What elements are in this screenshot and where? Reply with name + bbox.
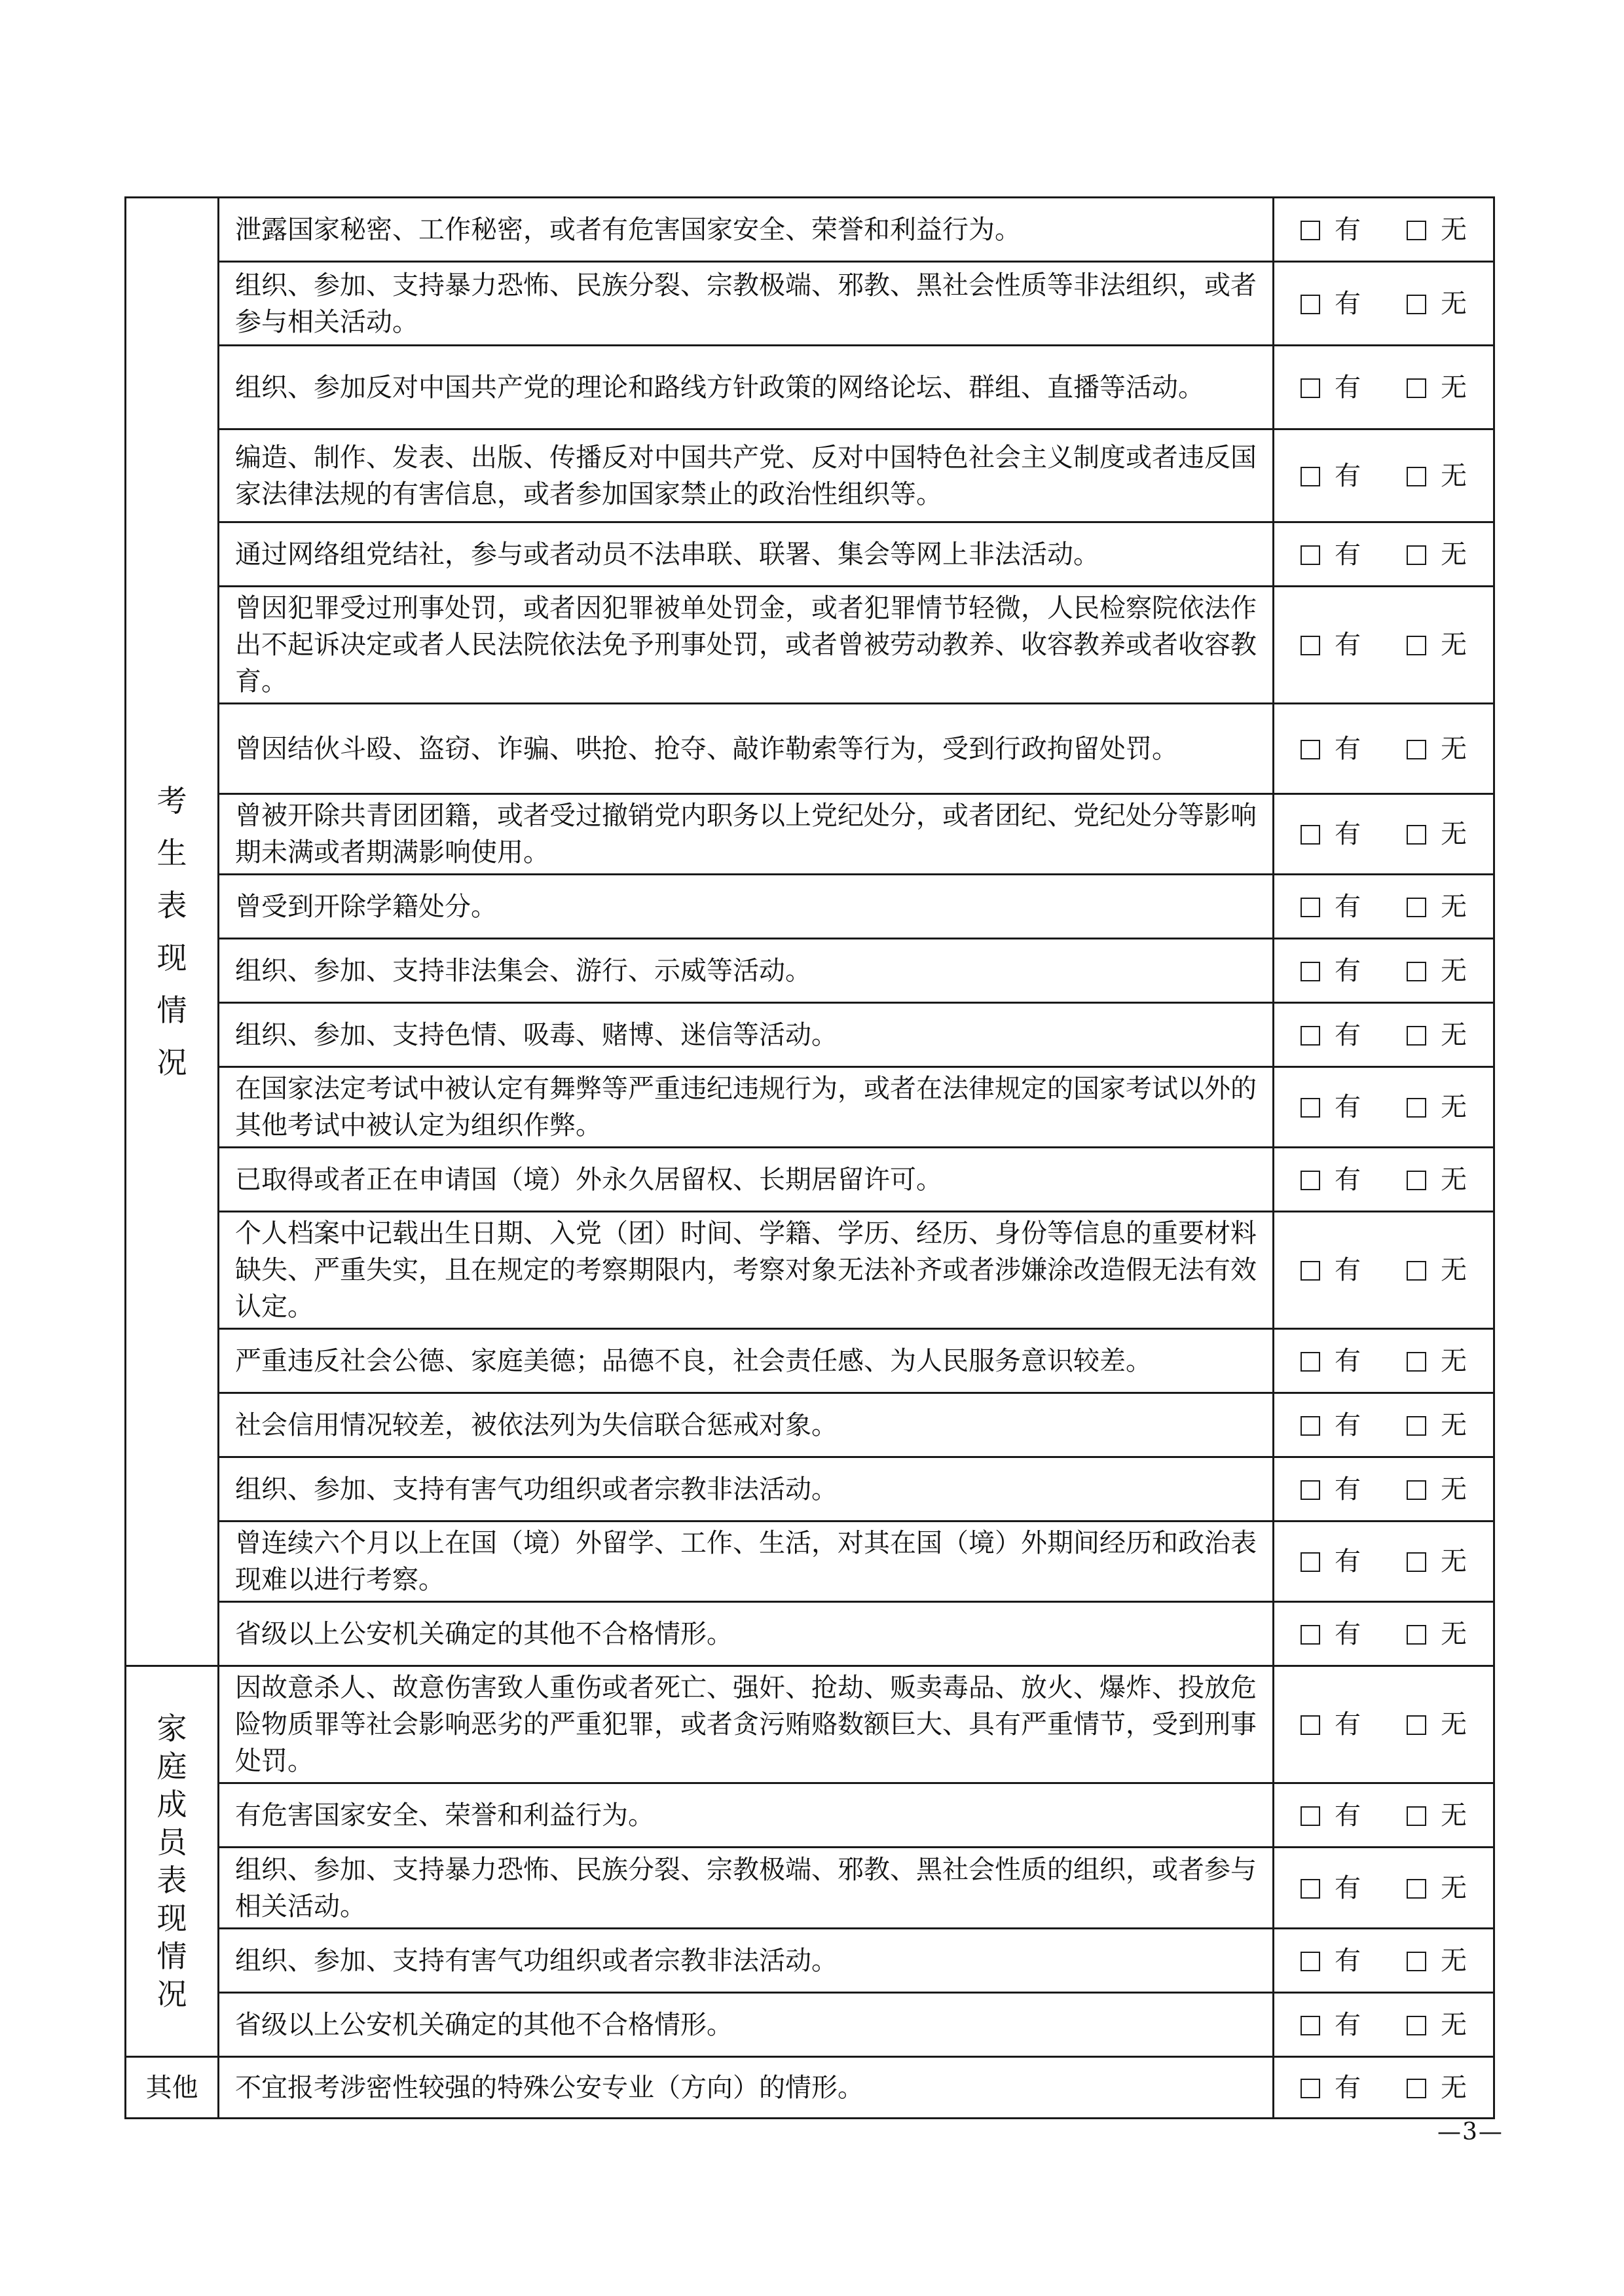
- criterion-text: 个人档案中记载出生日期、入党（团）时间、学籍、学历、经历、身份等信息的重要材料缺失、严重失实，且在规定的考察期限内，考察对象无法补齐或者涉嫌涂改造假无法有效认定。: [219, 1212, 1274, 1329]
- option-no: [1407, 536, 1467, 573]
- option-yes-checkbox[interactable]: [1301, 1026, 1320, 1046]
- option-yes-checkbox[interactable]: [1301, 1098, 1320, 1118]
- table-row: [126, 198, 1494, 262]
- option-yes: [1301, 1252, 1361, 1288]
- option-no-checkbox[interactable]: [1407, 825, 1426, 845]
- option-no-label: 无: [1441, 891, 1467, 922]
- option-no-label: 无: [1441, 733, 1467, 764]
- option-yes-label: 有: [1335, 1019, 1361, 1050]
- option-no-label: 无: [1441, 2009, 1467, 2040]
- option-no: [1407, 731, 1467, 767]
- option-no-checkbox[interactable]: [1407, 1171, 1426, 1190]
- option-no-checkbox[interactable]: [1407, 898, 1426, 917]
- criterion-text: 曾连续六个月以上在国（境）外留学、工作、生活，对其在国（境）外期间经历和政治表现难以进行考察。: [219, 1522, 1274, 1602]
- section-label-char: 家: [157, 1711, 187, 1746]
- option-yes-label: 有: [1335, 1092, 1361, 1122]
- answer-options: [1274, 1067, 1494, 1148]
- option-no-label: 无: [1441, 372, 1467, 403]
- criterion-text: 严重违反社会公德、家庭美德；品德不良，社会责任感、为人民服务意识较差。: [219, 1329, 1274, 1393]
- criterion-text: 组织、参加反对中国共产党的理论和路线方针政策的网络论坛、群组、直播等活动。: [219, 346, 1274, 429]
- page-number: —3—: [1437, 2119, 1504, 2145]
- option-no-label: 无: [1441, 955, 1467, 986]
- option-no-checkbox[interactable]: [1407, 1625, 1426, 1645]
- option-no-checkbox[interactable]: [1407, 1480, 1426, 1500]
- option-yes-label: 有: [1335, 891, 1361, 922]
- table-row: [126, 704, 1494, 794]
- option-no-label: 无: [1441, 1945, 1467, 1976]
- option-no: [1407, 458, 1467, 494]
- option-no-label: 无: [1441, 1872, 1467, 1903]
- option-no: [1407, 816, 1467, 852]
- answer-options: [1274, 522, 1494, 587]
- option-yes: [1301, 816, 1361, 852]
- option-no-label: 无: [1441, 1092, 1467, 1122]
- option-yes: [1301, 1161, 1361, 1198]
- option-yes-checkbox[interactable]: [1301, 825, 1320, 845]
- option-no-checkbox[interactable]: [1407, 740, 1426, 759]
- answer-options: [1274, 1003, 1494, 1067]
- option-no-label: 无: [1441, 214, 1467, 245]
- option-yes-checkbox[interactable]: [1301, 1261, 1320, 1281]
- option-yes-checkbox[interactable]: [1301, 221, 1320, 240]
- section-label: [126, 1666, 219, 2057]
- option-no: [1407, 2007, 1467, 2043]
- option-no-checkbox[interactable]: [1407, 962, 1426, 981]
- table-row: [126, 939, 1494, 1003]
- section-label-char: 情: [157, 993, 187, 1028]
- answer-options: [1274, 429, 1494, 522]
- section-label-char: 现: [157, 940, 187, 975]
- option-no: [1407, 285, 1467, 322]
- option-no: [1407, 1343, 1467, 1379]
- option-no-label: 无: [1441, 1345, 1467, 1376]
- option-no-label: 无: [1441, 539, 1467, 570]
- criterion-text: 省级以上公安机关确定的其他不合格情形。: [219, 1602, 1274, 1666]
- option-no: [1407, 1471, 1467, 1508]
- section-label-char: 况: [157, 1977, 187, 2012]
- table-row: [126, 1212, 1494, 1329]
- answer-options: [1274, 939, 1494, 1003]
- option-yes-label: 有: [1335, 1164, 1361, 1195]
- option-yes-checkbox[interactable]: [1301, 545, 1320, 565]
- option-no-checkbox[interactable]: [1407, 636, 1426, 655]
- section-label-char: 生: [157, 835, 187, 871]
- option-no-label: 无: [1441, 630, 1467, 660]
- option-no: [1407, 627, 1467, 663]
- option-yes: [1301, 1471, 1361, 1508]
- answer-options: [1274, 704, 1494, 794]
- option-yes-label: 有: [1335, 288, 1361, 319]
- section-label-char: 表: [157, 1863, 187, 1898]
- option-yes-label: 有: [1335, 1474, 1361, 1504]
- answer-options: [1274, 1602, 1494, 1666]
- answer-options: [1274, 198, 1494, 262]
- option-yes: [1301, 627, 1361, 663]
- option-yes-label: 有: [1335, 1709, 1361, 1740]
- option-yes-checkbox[interactable]: [1301, 1480, 1320, 1500]
- section-label-char: 成: [157, 1787, 187, 1822]
- answer-options: [1274, 262, 1494, 346]
- option-no-checkbox[interactable]: [1407, 1352, 1426, 1372]
- option-yes: [1301, 1543, 1361, 1580]
- criterion-text: 曾因结伙斗殴、盗窃、诈骗、哄抢、抢夺、敲诈勒索等行为，受到行政拘留处罚。: [219, 704, 1274, 794]
- table-row: [126, 429, 1494, 522]
- option-yes-label: 有: [1335, 733, 1361, 764]
- section-label-char: 庭: [157, 1749, 187, 1784]
- option-yes: [1301, 1706, 1361, 1743]
- option-yes-label: 有: [1335, 630, 1361, 660]
- option-yes: [1301, 285, 1361, 322]
- criterion-text: 已取得或者正在申请国（境）外永久居留权、长期居留许可。: [219, 1148, 1274, 1212]
- review-form-body: [126, 198, 1494, 2119]
- review-form-table: [124, 196, 1495, 2119]
- option-yes: [1301, 211, 1361, 248]
- option-yes: [1301, 888, 1361, 925]
- option-yes-checkbox[interactable]: [1301, 1171, 1320, 1190]
- answer-options: [1274, 2057, 1494, 2119]
- table-row: [126, 1003, 1494, 1067]
- option-no: [1407, 1017, 1467, 1053]
- answer-options: [1274, 1666, 1494, 1783]
- answer-options: [1274, 1929, 1494, 1993]
- option-yes: [1301, 2069, 1361, 2106]
- option-no-checkbox[interactable]: [1407, 1026, 1426, 1046]
- criterion-text: 组织、参加、支持暴力恐怖、民族分裂、宗教极端、邪教、黑社会性质的组织，或者参与相关活动。: [219, 1848, 1274, 1929]
- option-yes-checkbox[interactable]: [1301, 1715, 1320, 1735]
- criterion-text: 社会信用情况较差，被依法列为失信联合惩戒对象。: [219, 1393, 1274, 1457]
- table-row: [126, 1067, 1494, 1148]
- option-no: [1407, 2069, 1467, 2106]
- option-no-checkbox[interactable]: [1407, 1806, 1426, 1826]
- option-yes-checkbox[interactable]: [1301, 1879, 1320, 1899]
- option-no-label: 无: [1441, 460, 1467, 491]
- option-yes-checkbox[interactable]: [1301, 740, 1320, 759]
- option-no: [1407, 1407, 1467, 1444]
- table-row: [126, 1393, 1494, 1457]
- option-yes-label: 有: [1335, 539, 1361, 570]
- table-row: [126, 1522, 1494, 1602]
- option-yes-checkbox[interactable]: [1301, 1352, 1320, 1372]
- option-no: [1407, 211, 1467, 248]
- table-row: [126, 1148, 1494, 1212]
- criterion-text: 通过网络组党结社，参与或者动员不法串联、联署、集会等网上非法活动。: [219, 522, 1274, 587]
- option-no-checkbox[interactable]: [1407, 467, 1426, 486]
- section-label-char: 况: [157, 1045, 187, 1080]
- option-no-checkbox[interactable]: [1407, 1879, 1426, 1899]
- section-label-char: 考: [157, 783, 187, 818]
- option-yes-checkbox[interactable]: [1301, 1806, 1320, 1826]
- answer-options: [1274, 1329, 1494, 1393]
- option-no-label: 无: [1441, 288, 1467, 319]
- answer-options: [1274, 1993, 1494, 2057]
- option-no-checkbox[interactable]: [1407, 1552, 1426, 1572]
- option-no-label: 无: [1441, 1800, 1467, 1831]
- option-no: [1407, 1870, 1467, 1906]
- answer-options: [1274, 1457, 1494, 1522]
- option-no-checkbox[interactable]: [1407, 378, 1426, 398]
- criterion-text: 有危害国家安全、荣誉和利益行为。: [219, 1783, 1274, 1848]
- option-yes-checkbox[interactable]: [1301, 2016, 1320, 2035]
- option-yes-label: 有: [1335, 1546, 1361, 1576]
- table-row: [126, 1993, 1494, 2057]
- option-yes-checkbox[interactable]: [1301, 1625, 1320, 1645]
- option-yes-label: 有: [1335, 1618, 1361, 1649]
- option-yes: [1301, 1870, 1361, 1906]
- option-no-checkbox[interactable]: [1407, 2079, 1426, 2098]
- option-yes: [1301, 1407, 1361, 1444]
- criterion-text: 省级以上公安机关确定的其他不合格情形。: [219, 1993, 1274, 2057]
- table-row: [126, 587, 1494, 704]
- option-no: [1407, 369, 1467, 406]
- criterion-text: 组织、参加、支持非法集会、游行、示威等活动。: [219, 939, 1274, 1003]
- table-row: [126, 1602, 1494, 1666]
- table-row: [126, 875, 1494, 939]
- option-yes-label: 有: [1335, 1255, 1361, 1285]
- table-row: [126, 2057, 1494, 2119]
- option-yes: [1301, 953, 1361, 989]
- option-yes-checkbox[interactable]: [1301, 962, 1320, 981]
- table-row: [126, 522, 1494, 587]
- section-label-char: 情: [157, 1939, 187, 1974]
- answer-options: [1274, 1848, 1494, 1929]
- section-label-char: 现: [157, 1901, 187, 1936]
- option-yes: [1301, 1616, 1361, 1652]
- option-no: [1407, 1706, 1467, 1743]
- option-yes-label: 有: [1335, 1410, 1361, 1440]
- option-yes: [1301, 1343, 1361, 1379]
- criterion-text: 组织、参加、支持暴力恐怖、民族分裂、宗教极端、邪教、黑社会性质等非法组织，或者参与相关活动。: [219, 262, 1274, 346]
- option-no-checkbox[interactable]: [1407, 295, 1426, 314]
- option-no-label: 无: [1441, 1410, 1467, 1440]
- criterion-text: 泄露国家秘密、工作秘密，或者有危害国家安全、荣誉和利益行为。: [219, 198, 1274, 262]
- answer-options: [1274, 875, 1494, 939]
- criterion-text: 曾受到开除学籍处分。: [219, 875, 1274, 939]
- option-yes: [1301, 1797, 1361, 1834]
- option-no-checkbox[interactable]: [1407, 1098, 1426, 1118]
- criterion-text: 组织、参加、支持有害气功组织或者宗教非法活动。: [219, 1457, 1274, 1522]
- option-yes: [1301, 369, 1361, 406]
- option-yes: [1301, 1942, 1361, 1979]
- answer-options: [1274, 1783, 1494, 1848]
- section-label-char: 表: [157, 888, 187, 923]
- table-row: [126, 1457, 1494, 1522]
- option-yes: [1301, 1089, 1361, 1125]
- section-label: [126, 198, 219, 1666]
- option-no: [1407, 1616, 1467, 1652]
- option-no: [1407, 1942, 1467, 1979]
- table-row: [126, 1929, 1494, 1993]
- option-no-checkbox[interactable]: [1407, 221, 1426, 240]
- answer-options: [1274, 794, 1494, 875]
- answer-options: [1274, 1522, 1494, 1602]
- option-yes-checkbox[interactable]: [1301, 1952, 1320, 1971]
- option-no-checkbox[interactable]: [1407, 1261, 1426, 1281]
- option-yes-checkbox[interactable]: [1301, 467, 1320, 486]
- option-yes-checkbox[interactable]: [1301, 898, 1320, 917]
- section-label: 其他: [126, 2057, 219, 2119]
- section-label-char: 员: [157, 1825, 187, 1860]
- criterion-text: 组织、参加、支持色情、吸毒、赌博、迷信等活动。: [219, 1003, 1274, 1067]
- option-no: [1407, 888, 1467, 925]
- option-yes-checkbox[interactable]: [1301, 378, 1320, 398]
- option-no-label: 无: [1441, 2072, 1467, 2103]
- answer-options: [1274, 1148, 1494, 1212]
- criterion-text: 在国家法定考试中被认定有舞弊等严重违纪违规行为，或者在法律规定的国家考试以外的其他考试中被认定为组织作弊。: [219, 1067, 1274, 1148]
- table-row: [126, 1783, 1494, 1848]
- option-no-label: 无: [1441, 1164, 1467, 1195]
- option-no: [1407, 1089, 1467, 1125]
- option-yes-label: 有: [1335, 2009, 1361, 2040]
- option-no: [1407, 1161, 1467, 1198]
- option-yes-checkbox[interactable]: [1301, 636, 1320, 655]
- option-no-label: 无: [1441, 1255, 1467, 1285]
- option-yes-label: 有: [1335, 2072, 1361, 2103]
- criterion-text: 编造、制作、发表、出版、传播反对中国共产党、反对中国特色社会主义制度或者违反国家法律法规的有害信息，或者参加国家禁止的政治性组织等。: [219, 429, 1274, 522]
- option-yes: [1301, 731, 1361, 767]
- table-row: [126, 1329, 1494, 1393]
- option-no-label: 无: [1441, 1019, 1467, 1050]
- answer-options: [1274, 1393, 1494, 1457]
- criterion-text: 曾因犯罪受过刑事处罚，或者因犯罪被单处罚金，或者犯罪情节轻微，人民检察院依法作出不起诉决定或者人民法院依法免予刑事处罚，或者曾被劳动教养、收容教养或者收容教育。: [219, 587, 1274, 704]
- option-no: [1407, 953, 1467, 989]
- option-yes-label: 有: [1335, 955, 1361, 986]
- option-no-checkbox[interactable]: [1407, 1952, 1426, 1971]
- answer-options: [1274, 346, 1494, 429]
- option-yes-checkbox[interactable]: [1301, 1416, 1320, 1436]
- option-yes-label: 有: [1335, 1872, 1361, 1903]
- table-row: [126, 1666, 1494, 1783]
- criterion-text: 曾被开除共青团团籍，或者受过撤销党内职务以上党纪处分，或者团纪、党纪处分等影响期未满或者期满影响使用。: [219, 794, 1274, 875]
- option-yes-checkbox[interactable]: [1301, 2079, 1320, 2098]
- option-no-label: 无: [1441, 819, 1467, 849]
- option-yes-label: 有: [1335, 372, 1361, 403]
- option-yes-checkbox[interactable]: [1301, 1552, 1320, 1572]
- answer-options: [1274, 1212, 1494, 1329]
- option-no: [1407, 1252, 1467, 1288]
- option-no-checkbox[interactable]: [1407, 1416, 1426, 1436]
- table-row: [126, 794, 1494, 875]
- option-no: [1407, 1543, 1467, 1580]
- option-yes: [1301, 536, 1361, 573]
- option-yes-label: 有: [1335, 1345, 1361, 1376]
- option-yes: [1301, 2007, 1361, 2043]
- table-row: [126, 262, 1494, 346]
- option-yes-label: 有: [1335, 1945, 1361, 1976]
- option-no-checkbox[interactable]: [1407, 1715, 1426, 1735]
- option-yes-checkbox[interactable]: [1301, 295, 1320, 314]
- option-no-label: 无: [1441, 1618, 1467, 1649]
- answer-options: [1274, 587, 1494, 704]
- option-no-checkbox[interactable]: [1407, 545, 1426, 565]
- criterion-text: 因故意杀人、故意伤害致人重伤或者死亡、强奸、抢劫、贩卖毒品、放火、爆炸、投放危险物质罪等社会影响恶劣的严重犯罪，或者贪污贿赂数额巨大、具有严重情节，受到刑事处罚。: [219, 1666, 1274, 1783]
- option-yes-label: 有: [1335, 819, 1361, 849]
- option-no-label: 无: [1441, 1709, 1467, 1740]
- table-row: [126, 1848, 1494, 1929]
- option-yes: [1301, 458, 1361, 494]
- option-yes: [1301, 1017, 1361, 1053]
- option-yes-label: 有: [1335, 1800, 1361, 1831]
- criterion-text: 不宜报考涉密性较强的特殊公安专业（方向）的情形。: [219, 2057, 1274, 2119]
- criterion-text: 组织、参加、支持有害气功组织或者宗教非法活动。: [219, 1929, 1274, 1993]
- option-no-label: 无: [1441, 1474, 1467, 1504]
- table-row: [126, 346, 1494, 429]
- option-no: [1407, 1797, 1467, 1834]
- option-yes-label: 有: [1335, 460, 1361, 491]
- option-no-checkbox[interactable]: [1407, 2016, 1426, 2035]
- option-yes-label: 有: [1335, 214, 1361, 245]
- option-no-label: 无: [1441, 1546, 1467, 1576]
